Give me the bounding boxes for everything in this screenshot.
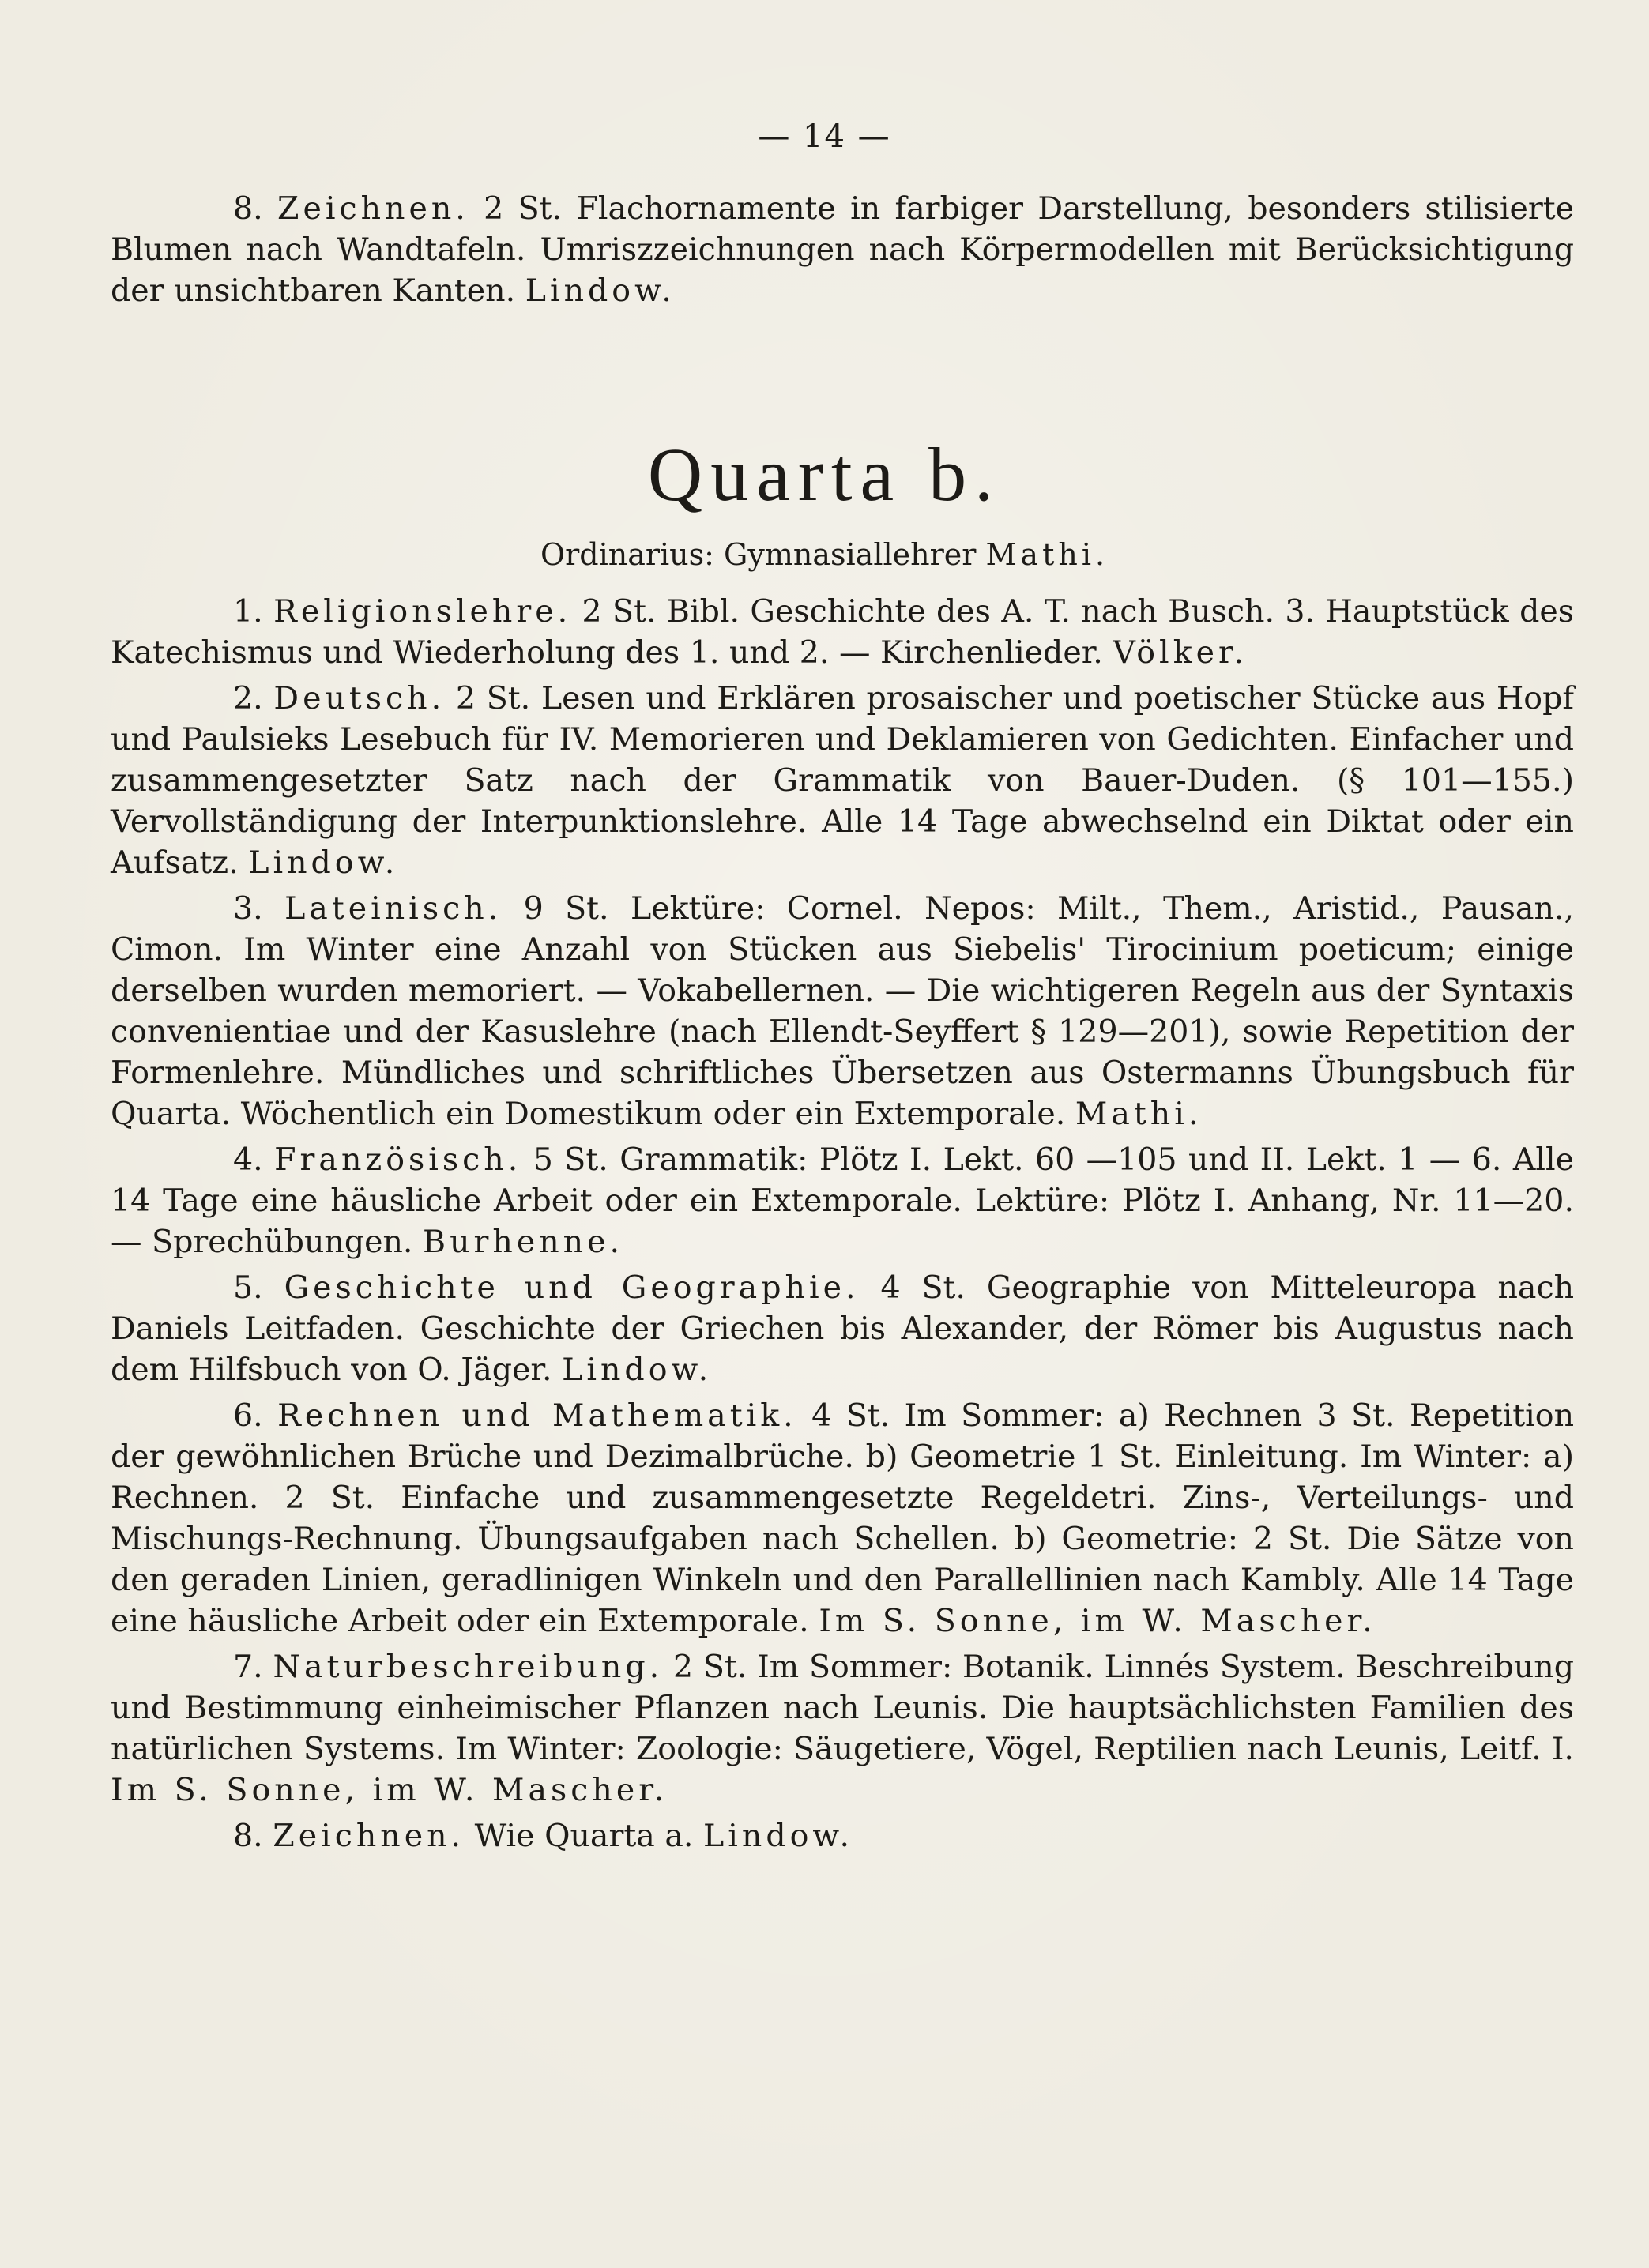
bleed-through-shadow xyxy=(0,348,1649,427)
subject-text: Bibl. Geschichte des A. T. nach Busch. 3. Hauptstück des Katechismus und Wiederholung des 1. und 2. — Kirchenlieder. xyxy=(111,593,1575,671)
subject-title: Deutsch. xyxy=(273,680,446,717)
subject-text: Im Sommer: a) Rechnen 3 St. Repetition der gewöhnlichen Brüche und Dezimalbrüche. b) Geometrie 1 St. Einleitung. Im Winter: a) Rechnen. 2 St. Einfache und zusammengesetzte Regeldetri. Zins-, Verteilungs- und Mischungs-Rechnung. Übungsaufgaben nach Schellen. b) Geometrie: 2 St. Die Sätze von den geraden Linien, geradlinigen Winkeln und den Parallellinien nach Kambly. Alle 14 Tage eine häusliche Arbeit oder ein Extemporale. xyxy=(111,1397,1575,1639)
subject-hours: 2 St. xyxy=(455,680,531,717)
subject-hours: 4 St. xyxy=(880,1269,966,1306)
ordinarius-name: Mathi. xyxy=(985,537,1109,572)
subject-number: 6. xyxy=(233,1397,263,1434)
subject-naturbeschreibung xyxy=(111,1646,1574,1811)
subject-teacher: Im S. Sonne, im W. Mascher. xyxy=(819,1603,1376,1639)
section-heading: Quarta b. xyxy=(647,432,1002,517)
subject-number: 7. xyxy=(233,1649,263,1685)
previous-section-hours: 2 St. xyxy=(484,190,563,227)
previous-section xyxy=(111,188,1574,316)
subject-number: 5. xyxy=(233,1269,263,1306)
ordinarius-line xyxy=(0,537,1649,572)
previous-section-number: 8. xyxy=(233,190,263,227)
subject-number: 4. xyxy=(233,1142,263,1178)
subject-hours: 5 St. xyxy=(533,1142,608,1178)
previous-section-paragraph xyxy=(111,188,1574,311)
subject-text: Lektüre: Cornel. Nepos: Milt., Them., Aristid., Pausan., Cimon. Im Winter eine Anzahl von Stücken aus Siebelis' Tirocinium poeticum; einige derselben wurden memoriert. — Vokabellernen. — Die wichtigeren Regeln aus der Syntaxis convenientiae und der Kasuslehre (nach Ellendt-Seyffert § 129—201), sowie Repetition der Formenlehre. Mündliches und schriftliches Übersetzen aus Ostermanns Übungsbuch für Quarta. Wöchentlich ein Domestikum oder ein Extemporale. xyxy=(111,890,1574,1132)
subject-rechnen-mathematik xyxy=(111,1395,1574,1642)
subject-teacher: Lindow. xyxy=(562,1352,713,1388)
page-number: — 14 — xyxy=(758,118,891,155)
subject-deutsch xyxy=(111,678,1574,883)
previous-section-text: Flachornamente in farbiger Darstellung, besonders stilisierte Blumen nach Wandtafeln. Umriszzeichnungen nach Körpermodellen mit Berücksichtigung der unsichtbaren Kanten. xyxy=(111,190,1574,309)
subject-text: Wie Quarta a. xyxy=(474,1818,694,1854)
ordinarius-label: Ordinarius: Gymnasiallehrer xyxy=(540,537,977,572)
subject-geschichte-geographie xyxy=(111,1267,1574,1390)
subject-title: Französisch. xyxy=(274,1142,522,1178)
subject-number: 2. xyxy=(233,680,263,717)
subject-title: Zeichnen. xyxy=(273,1818,465,1854)
previous-section-teacher: Lindow. xyxy=(525,273,676,309)
subject-title: Lateinisch. xyxy=(284,890,503,927)
previous-section-subject: Zeichnen. xyxy=(277,190,469,227)
subject-text: Im Sommer: Botanik. Linnés System. Beschreibung und Bestimmung einheimischer Pflanzen nach Leunis. Die hauptsächlichsten Familien des natürlichen Systems. Im Winter: Zoologie: Säugetiere, Vögel, Reptilien nach Leunis, Leitf. I. xyxy=(111,1649,1575,1767)
subject-text: Lesen und Erklären prosaischer und poetischer Stücke aus Hopf und Paulsieks Lesebuch für IV. Memorieren und Deklamieren von Gedichten. Einfacher und zusammengesetzter Satz nach der Grammatik von Bauer-Duden. (§ 101—155.) Vervollständigung der Interpunktionslehre. Alle 14 Tage abwechselnd ein Diktat oder ein Aufsatz. xyxy=(111,680,1574,881)
subject-title: Rechnen und Mathematik. xyxy=(277,1397,797,1434)
subject-list xyxy=(111,591,1574,1861)
subject-zeichnen xyxy=(111,1815,1574,1856)
subject-number: 1. xyxy=(233,593,263,630)
subject-franzoesisch xyxy=(111,1139,1574,1262)
subject-teacher: Im S. Sonne, im W. Mascher. xyxy=(111,1772,668,1808)
subject-teacher: Lindow. xyxy=(703,1818,854,1854)
subject-text: Geographie von Mitteleuropa nach Daniels Leitfaden. Geschichte der Griechen bis Alexander, der Römer bis Augustus nach dem Hilfsbuch von O. Jäger. xyxy=(111,1269,1575,1388)
subject-hours: 4 St. xyxy=(811,1397,890,1434)
subject-hours: 9 St. xyxy=(523,890,609,927)
subject-religion xyxy=(111,591,1574,673)
subject-hours: 2 St. xyxy=(672,1649,747,1685)
subject-teacher: Lindow. xyxy=(248,844,399,881)
subject-title: Geschichte und Geographie. xyxy=(284,1269,860,1306)
subject-teacher: Burhenne. xyxy=(423,1224,624,1260)
subject-number: 3. xyxy=(233,890,263,927)
subject-title: Religionslehre. xyxy=(273,593,572,630)
subject-text: Grammatik: Plötz I. Lekt. 60 —105 und II. Lekt. 1 — 6. Alle 14 Tage eine häusliche Arbeit oder ein Extemporale. Lektüre: Plötz I. Anhang, Nr. 11—20. — Sprechübungen. xyxy=(111,1142,1574,1260)
subject-latein xyxy=(111,888,1574,1134)
subject-teacher: Mathi. xyxy=(1075,1096,1203,1132)
subject-hours: 2 St. xyxy=(582,593,657,630)
subject-teacher: Völker. xyxy=(1113,634,1248,671)
subject-title: Naturbeschreibung. xyxy=(273,1649,664,1685)
subject-number: 8. xyxy=(233,1818,263,1854)
